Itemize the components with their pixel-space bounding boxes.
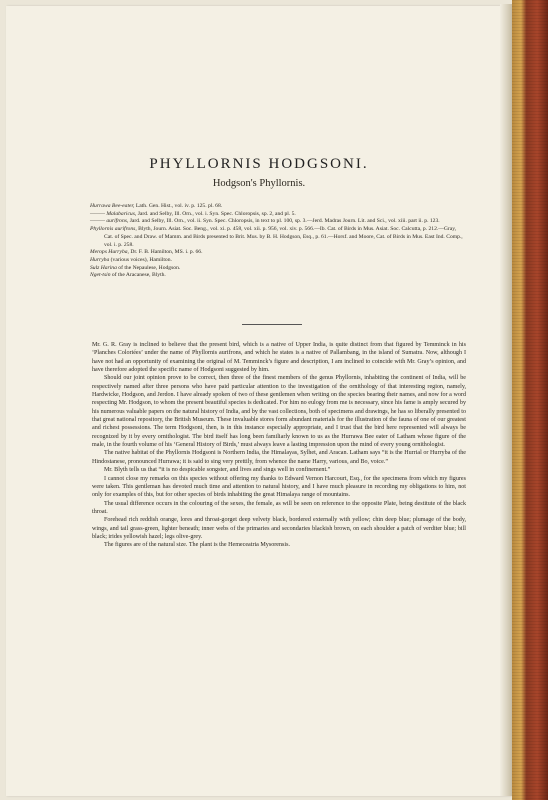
synonym-reference: (various voices), Hamilton. — [109, 256, 172, 263]
synonym-name: Nget-tsin — [90, 272, 111, 279]
synonym-name: ——— aurifrons, — [90, 218, 129, 225]
synonym-name: Merops Hurryba, — [90, 249, 129, 256]
synonymy-list — [90, 203, 466, 280]
page-subtitle: Hodgson's Phyllornis. — [212, 178, 306, 189]
paragraph: The figures are of the natural size. The plant is the Hemeceatria Mysorensis. — [104, 542, 291, 549]
paragraph: The usual difference occurs in the colouring of the sexes, the female, as will be seen on reference to the opposite Plate, being destitute of the black throat. — [92, 500, 466, 515]
synonymy-entry — [90, 272, 466, 280]
synonym-name: Hurryba — [90, 256, 110, 263]
book-page — [6, 6, 512, 796]
synonym-name: Sulz Harina — [90, 264, 117, 271]
book-fore-edge — [512, 0, 548, 800]
synonymy-entry — [90, 249, 466, 257]
page-title: PHYLLORNIS HODGSONI. — [149, 156, 369, 172]
synonym-reference: Lath. Gen. Hist., vol. iv. p. 125. pl. 68. — [134, 203, 223, 209]
synonym-name: Hurrawa Bee-eater, — [90, 203, 135, 209]
synonym-reference: Jard. and Selby, Ill. Orn., vol. i. Syn. Spec. Chloropsis, sp. 2, and pl. 5. — [136, 210, 296, 217]
synonym-reference: Jard. and Selby, Ill. Orn., vol. ii. Syn. Spec. Chloropsis, in text to pl. 100, sp. 3.—Jerd. Madras Journ. Lit. and Sci., vol. xiii. part ii. p. 123. — [128, 218, 440, 225]
paragraph: The native habitat of the Phyllornis Hodgsoni is Northern India, the Himalayas, Sylhet, and Aracan. Latham says “it is the Hurrial or Hurryba of the Hindostanese, pronounced Hurrawa; it is said to sing very prettily, from whence the name Harry, various, and Bo, voice.” — [92, 450, 466, 465]
synonymy-entry — [90, 226, 466, 249]
synonym-name: ——— Malabaricus, — [90, 210, 137, 217]
paragraph: Forehead rich reddish orange, lores and throat-gorget deep velvety black, bordered externally with yellow; chin deep blue; plumage of the body, wings, and tail grass-green, lighter beneath; inner webs of the primaries and secondaries blackish brown, on each shoulder a patch of verditer blue; bill black; irides yellowish hazel; legs olive-grey. — [92, 517, 466, 540]
page-gutter — [500, 4, 512, 796]
synonym-reference: Dr. F. B. Hamilton, MS. i. p. 66. — [128, 249, 203, 256]
body-text — [92, 341, 466, 550]
synonymy-entry — [90, 203, 466, 211]
paragraph: Should our joint opinion prove to be correct, then three of the finest members of the genus Phyllornis, inhabiting the continent of India, will be respectively named after three persons who have paid particular attention to the investigation of the ornithology of that interesting region, namely, Hardwicke, Hodgson, and Jerdon. I have already spoken of two of these gentlemen when writing on the species bearing their names, and now for a word respecting Mr. Hodgson, to whom the present beautiful species is dedicated. For him no eulogy from me is necessary, since his fame is amply secured by his numerous valuable papers on the natural history of India, and by the vast collections, both of specimens and drawings, he has so liberally presented to that great national repository, the British Museum. These invaluable stores form abundant materials for the illustration of the fauna of one of our greatest and richest possessions. The term Hodgsoni, then, is in this instance especially appropriate, and I trust that the bird here represented will always be recognized by it by every ornithologist. The bird itself has long been familiarly known to us as the Hurrawa Bee eater of Latham whose figure of the male, in the fourth volume of his ‘General History of Birds,’ must always leave a lasting impression upon the mind of every young ornithologist. — [92, 375, 466, 449]
paragraph: Mr. G. R. Gray is inclined to believe that the present bird, which is a native of Upper India, is quite distinct from that figured by Temminck in his ‘Planches Coloriées’ under the name of Phyllornis aurifrons, and which he states is a native of Pallambang, in the island of Sumatra. Now, although I have not had an opportunity of examining the original of M. Temminck’s figure and description, I am inclined to coincide with Mr. Gray’s opinion, and have therefore adopted the specific name of Hodgsoni suggested by him. — [92, 342, 466, 374]
synonym-reference: of the Nepaulese, Hodgson. — [116, 264, 181, 271]
synonym-name: Phyllornis aurifrons, — [90, 226, 137, 233]
synonym-reference: Blyth, Journ. Asiat. Soc. Beng., vol. xi. p. 458, vol. xii. p. 956, vol. xiv. p. 566.—Ib. Cat. of Birds in Mus. Asiat. Soc. Calcutta, p. 212.—Gray, Cat. of Spec. and Draw. of Mamm. and Birds presented to Brit. Mus. by B. H. Hodgson, Esq., p. 61.—Horsf. and Moore, Cat. of Birds in Mus. East Ind. Comp., vol. i. p. 258. — [104, 226, 463, 248]
synonymy-entry — [90, 257, 466, 265]
header — [6, 156, 512, 189]
section-divider — [242, 324, 302, 325]
synonymy-entry — [90, 218, 466, 226]
paragraph: Mr. Blyth tells us that “it is no despicable songster, and lives and sings well in confinement.” — [104, 467, 331, 474]
synonym-reference: of the Aracanese, Blyth. — [110, 272, 166, 279]
paragraph: I cannot close my remarks on this species without offering my thanks to Edward Vernon Harcourt, Esq., for the specimens from which my figures were taken. This gentleman has devoted much time and attention to natural history, and I have much pleasure in recording my obligations to him, not only for examples of this, but for other species of birds inhabiting the great Himalaya range of mountains. — [92, 475, 466, 499]
